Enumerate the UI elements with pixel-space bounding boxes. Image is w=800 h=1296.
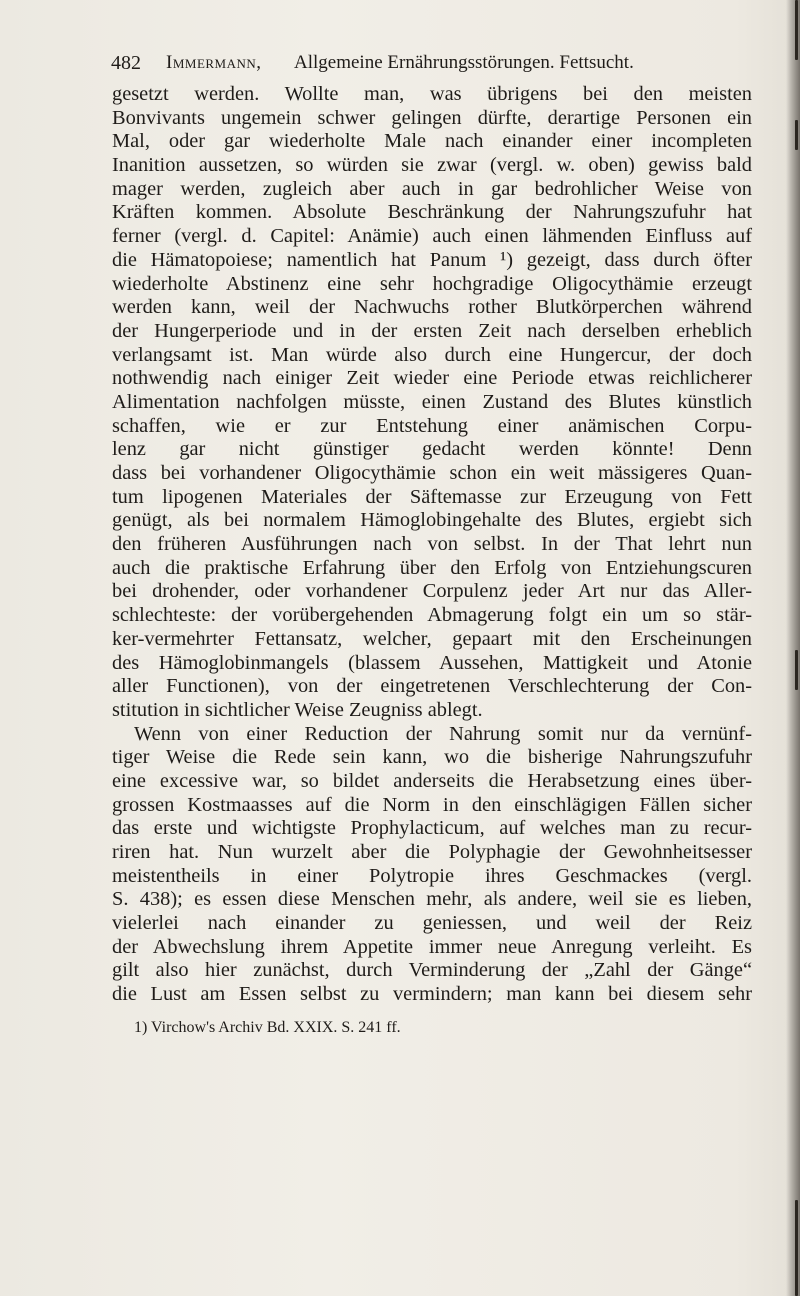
text-line: Mal, oder gar wiederholte Male nach einander einer incompleten (112, 130, 752, 153)
running-head-author: Immermann, (166, 52, 262, 73)
text-line: den früheren Ausführungen nach von selbst. In der That lehrt nun (112, 533, 752, 556)
text-line: Wenn von einer Reduction der Nahrung somit nur da vernünf- (134, 722, 752, 745)
page-edge-mark (795, 1200, 798, 1296)
text-line: lenz gar nicht günstiger gedacht werden könnte! Denn (112, 438, 752, 461)
text-line: vielerlei nach einander zu geniessen, und weil der Reiz (112, 912, 752, 935)
text-line: Inanition aussetzen, so würden sie zwar (vergl. w. oben) gewiss bald (112, 154, 752, 177)
text-line: verlangsamt ist. Man würde also durch eine Hungercur, der doch (112, 343, 752, 366)
text-line: bei drohender, oder vorhandener Corpulenz jeder Art nur das Aller- (112, 580, 752, 603)
text-line: Bonvivants ungemein schwer gelingen dürfte, derartige Personen ein (112, 106, 752, 129)
text-line: schaffen, wie er zur Entstehung einer anämischen Corpu- (112, 414, 752, 437)
text-line: nothwendig nach einiger Zeit wieder eine Periode etwas reichlicherer (112, 367, 752, 390)
text-line: Kräften kommen. Absolute Beschränkung der Nahrungszufuhr hat (112, 201, 752, 224)
page-edge-mark (795, 0, 798, 60)
text-line: stitution in sichtlicher Weise Zeugniss ablegt. (112, 698, 483, 721)
text-line: der Abwechslung ihrem Appetite immer neue Anregung verleiht. Es (112, 935, 752, 958)
text-line: aller Functionen), von der eingetretenen Verschlechterung der Con- (112, 675, 752, 698)
text-line: werden kann, weil der Nachwuchs rother Blutkörperchen während (112, 296, 752, 319)
page-edge-mark (795, 650, 798, 690)
text-line: die Lust am Essen selbst zu vermindern; man kann bei diesem sehr (112, 983, 752, 1006)
text-line: ferner (vergl. d. Capitel: Anämie) auch einen lähmenden Einfluss auf (112, 225, 752, 248)
page-number: 482 (111, 52, 141, 74)
text-line: grossen Kostmaasses auf die Norm in den einschlägigen Fällen sicher (112, 793, 752, 816)
text-line: eine excessive war, so bildet anderseits die Herabsetzung eines über- (112, 769, 752, 792)
text-line: des Hämoglobinmangels (blassem Aussehen, Mattigkeit und Atonie (112, 651, 752, 674)
text-line: tiger Weise die Rede sein kann, wo die bisherige Nahrungszufuhr (112, 746, 752, 769)
running-head (111, 48, 751, 78)
page-edge-mark (795, 120, 798, 150)
text-line: genügt, als bei normalem Hämoglobingehalte des Blutes, ergiebt sich (112, 509, 752, 532)
text-line: Alimentation nachfolgen müsste, einen Zustand des Blutes künstlich (112, 390, 752, 413)
text-line: gilt also hier zunächst, durch Verminderung der „Zahl der Gänge“ (112, 959, 752, 982)
text-line: dass bei vorhandener Oligocythämie schon ein weit mässigeres Quan- (112, 462, 752, 484)
text-line: die Hämatopoiese; namentlich hat Panum ¹) gezeigt, dass durch öfter (112, 248, 752, 271)
text-line: wiederholte Abstinenz eine sehr hochgradige Oligocythämie erzeugt (112, 272, 752, 295)
running-head-title: Allgemeine Ernährungsstörungen. Fettsucht. (294, 52, 634, 73)
text-line: meistentheils in einer Polytropie ihres Geschmackes (vergl. (112, 864, 752, 887)
footnote: 1) Virchow's Archiv Bd. XXIX. S. 241 ff. (134, 1019, 401, 1036)
text-line: ker-vermehrter Fettansatz, welcher, gepaart mit den Erscheinungen (112, 627, 752, 650)
text-line: riren hat. Nun wurzelt aber die Polyphagie der Gewohnheitsesser (112, 841, 752, 863)
text-line: gesetzt werden. Wollte man, was übrigens bei den meisten (112, 83, 752, 105)
text-line: mager werden, zugleich aber auch in gar bedrohlicher Weise von (112, 177, 752, 200)
text-line: das erste und wichtigste Prophylacticum, auf welches man zu recur- (112, 817, 752, 840)
text-line: schlechteste: der vorübergehenden Abmagerung folgt ein um so stär- (112, 604, 752, 627)
text-line: tum lipogenen Materiales der Säftemasse zur Erzeugung von Fett (112, 485, 752, 508)
page-edge-shadow (786, 0, 800, 1296)
body-text (112, 83, 752, 1007)
text-line: S. 438); es essen diese Menschen mehr, als andere, weil sie es lieben, (112, 888, 752, 911)
text-line: auch die praktische Erfahrung über den Erfolg von Entziehungscuren (112, 556, 752, 579)
text-line: der Hungerperiode und in der ersten Zeit nach derselben erheblich (112, 319, 752, 342)
